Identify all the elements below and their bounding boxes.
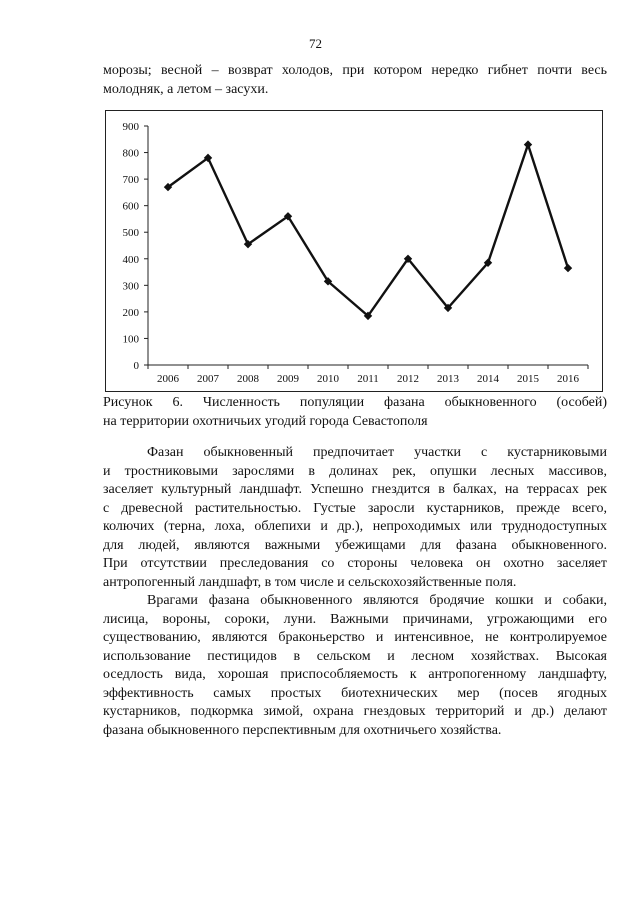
x-tick-label: 2009 [277, 373, 299, 385]
x-tick-label: 2008 [237, 373, 259, 385]
y-tick-label: 600 [122, 200, 139, 213]
intro-line: морозы; весной – возврат холодов, при котором нередко гибнет почти весь [103, 63, 607, 78]
x-tick-label: 2014 [477, 373, 499, 385]
paragraph-line: антропогенный ландшафт, в том числе и сельскохозяйственные поля. [103, 574, 517, 590]
chart-canvas [106, 111, 604, 393]
data-point-marker [564, 264, 572, 272]
x-tick-label: 2012 [397, 373, 419, 385]
body-text [103, 444, 607, 740]
y-tick-label: 700 [122, 174, 139, 187]
y-tick-label: 800 [122, 147, 139, 160]
intro-text [103, 62, 607, 99]
paragraph-line: фазана обыкновенного перспективным для охотничьего хозяйства. [103, 722, 502, 738]
data-point-marker [524, 140, 532, 148]
y-tick-label: 100 [122, 333, 139, 346]
paragraph-line: Врагами фазана обыкновенного являются бродячие кошки и собаки, [147, 593, 607, 608]
y-tick-label: 500 [122, 227, 139, 240]
y-tick-label: 900 [122, 121, 139, 133]
x-tick-label: 2007 [197, 373, 219, 385]
paragraph-1 [103, 444, 607, 592]
paragraph-line: оседлость вида, хорошая приспособляемость к антропогенному ландшафту, [103, 667, 607, 682]
y-tick-label: 200 [122, 306, 139, 319]
x-tick-label: 2006 [157, 373, 179, 385]
x-tick-label: 2016 [557, 373, 579, 385]
paragraph-line: использование пестицидов в сельском и лесном хозяйствах. Высокая [103, 648, 607, 664]
intro-line: молодняк, а летом – засухи. [103, 81, 269, 97]
paragraph-2 [103, 592, 607, 740]
series-line [168, 145, 568, 316]
paragraph-line: для людей, являются важными убежищами для фазана обыкновенного. [103, 537, 607, 553]
paragraph-line: заселяет культурный ландшафт. Успешно гнездится в балках, на террасах рек [103, 482, 607, 497]
paragraph-line: существованию, являются браконьерство и интенсивное, не контролируемое [103, 630, 607, 645]
caption-line: Рисунок 6. Численность популяции фазана обыкновенного (особей) [103, 395, 607, 410]
caption-line: на территории охотничьих угодий города Севастополя [103, 413, 428, 429]
paragraph-line: Фазан обыкновенный предпочитает участки с кустарниковыми [147, 445, 607, 460]
figure-caption [103, 394, 607, 431]
x-tick-label: 2015 [517, 373, 539, 385]
page-number: 72 [309, 36, 322, 51]
y-tick-label: 0 [133, 360, 139, 372]
y-tick-label: 400 [122, 253, 139, 266]
paragraph-line: и тростниковыми зарослями в долинах рек, опушки лесных массивов, [103, 463, 607, 479]
paragraph-line: кустарников, подкормка зимой, охрана гнездовых территорий и др.) делают [103, 704, 607, 719]
y-tick-label: 300 [122, 280, 139, 293]
paragraph-line: колючих (терна, лоха, облепихи и др.), непроходимых или труднодоступных [103, 519, 607, 534]
x-tick-label: 2013 [437, 373, 459, 385]
population-chart [105, 110, 603, 392]
paragraph-line: эффективность самых простых биотехнических мер (посев ягодных [103, 685, 607, 701]
paragraph-line: с древесной растительностью. Густые заросли кустарников, прежде всего, [103, 500, 607, 516]
paragraph-line: При отсутствии преследования со стороны человека он охотно заселяет [103, 556, 607, 571]
x-tick-label: 2010 [317, 373, 339, 385]
paragraph-line: лисица, вороны, сороки, луни. Важными причинами, угрожающими его [103, 611, 607, 627]
x-tick-label: 2011 [357, 373, 379, 385]
